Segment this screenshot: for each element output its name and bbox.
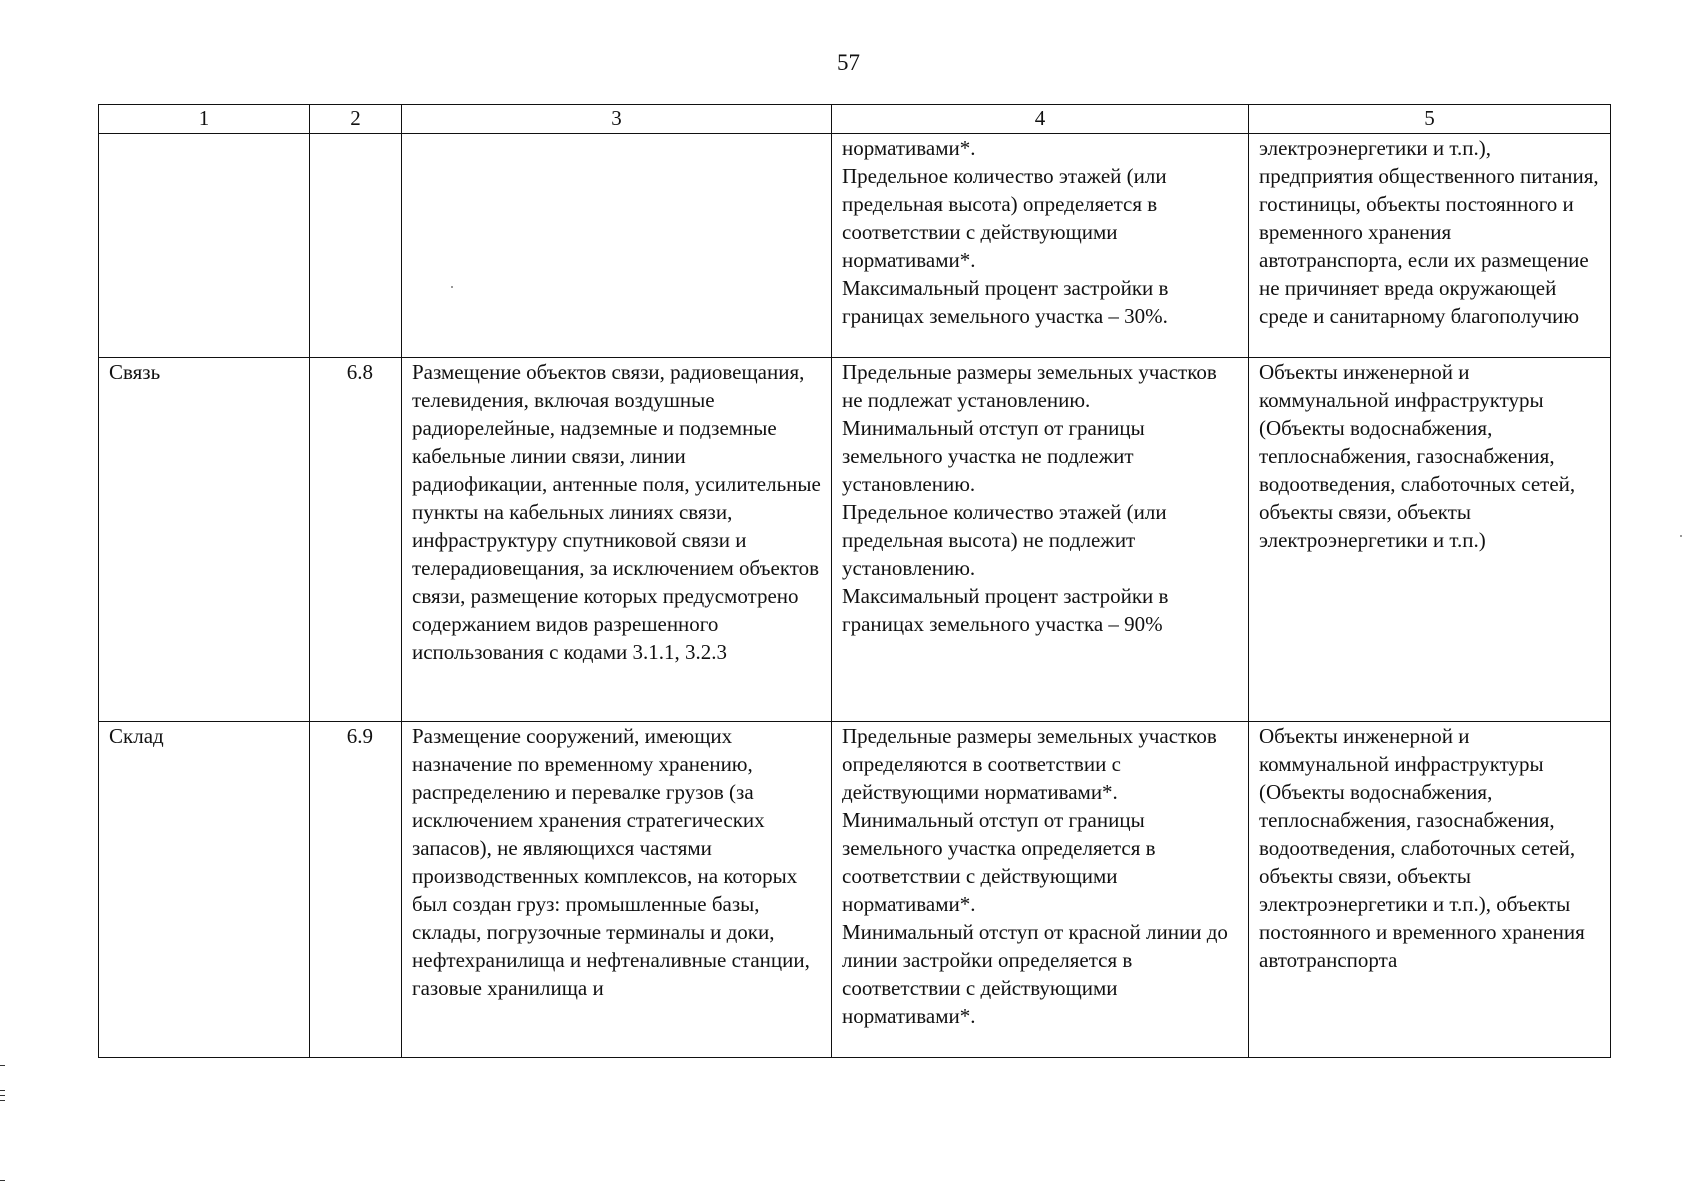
scan-margin-mark: [0, 1095, 5, 1096]
table-row: [99, 358, 1611, 722]
land-use-table: [98, 104, 1611, 1058]
auxiliary-uses-cell: Объекты инженерной и коммунальной инфраструктуры (Объекты водоснабжения, теплоснабжения, газоснабжения, водоотведения, слаботочных сетей, объекты связи, объекты электроэнергетики и т.п.), объекты постоянного и временного хранения автотранспорта: [1249, 722, 1611, 1058]
column-number-header-row: [99, 105, 1611, 134]
use-name-cell: [99, 134, 310, 358]
scan-dust-dot: [1680, 535, 1682, 537]
scan-margin-mark: [0, 1180, 5, 1181]
use-code-cell: [310, 134, 402, 358]
use-code-cell: 6.9: [310, 722, 402, 1058]
column-header: 2: [310, 105, 402, 134]
use-description-cell: [402, 134, 832, 358]
parameters-cell: Предельные размеры земельных участков определяются в соответствии с действующими нормативами*. Минимальный отступ от границы земельного участка определяется в соответствии с действующими нормативами*. Минимальный отступ от красной линии до линии застройки определяется в соответствии с действующими нормативами*.: [832, 722, 1249, 1058]
use-description-cell: Размещение объектов связи, радиовещания, телевидения, включая воздушные радиорелейные, надземные и подземные кабельные линии связи, линии радиофикации, антенные поля, усилительные пункты на кабельных линиях связи, инфраструктуру спутниковой связи и телерадиовещания, за исключением объектов связи, размещение которых предусмотрено содержанием видов разрешенного использования с кодами 3.1.1, 3.2.3: [402, 358, 832, 722]
column-header: 4: [832, 105, 1249, 134]
auxiliary-uses-cell: электроэнергетики и т.п.), предприятия общественного питания, гостиницы, объекты постоянного и временного хранения автотранспорта, если их размещение не причиняет вреда окружающей среде и санитарному благополучию: [1249, 134, 1611, 358]
column-header: 1: [99, 105, 310, 134]
scan-margin-mark: [0, 1065, 5, 1066]
column-header: 5: [1249, 105, 1611, 134]
parameters-cell: Предельные размеры земельных участков не подлежат установлению. Минимальный отступ от границы земельного участка не подлежит установлению. Предельное количество этажей (или предельная высота) не подлежит установлению. Максимальный процент застройки в границах земельного участка – 90%: [832, 358, 1249, 722]
auxiliary-uses-cell: Объекты инженерной и коммунальной инфраструктуры (Объекты водоснабжения, теплоснабжения, газоснабжения, водоотведения, слаботочных сетей, объекты связи, объекты электроэнергетики и т.п.): [1249, 358, 1611, 722]
page-number: 57: [837, 50, 860, 75]
table-row: [99, 134, 1611, 358]
scan-margin-mark: [0, 1090, 5, 1091]
column-header: 3: [402, 105, 832, 134]
parameters-cell: нормативами*. Предельное количество этажей (или предельная высота) определяется в соответствии с действующими нормативами*. Максимальный процент застройки в границах земельного участка – 30%.: [832, 134, 1249, 358]
use-code-cell: 6.8: [310, 358, 402, 722]
use-name-cell: Склад: [99, 722, 310, 1058]
use-description-cell: Размещение сооружений, имеющих назначение по временному хранению, распределению и перевалке грузов (за исключением хранения стратегических запасов), не являющихся частями производственных комплексов, на которых был создан груз: промышленные базы, склады, погрузочные терминалы и доки, нефтехранилища и нефтеналивные станции, газовые хранилища и: [402, 722, 832, 1058]
scan-margin-mark: [0, 1100, 5, 1101]
table-row: [99, 722, 1611, 1058]
scan-dust-dot: [451, 286, 453, 288]
use-name-cell: Связь: [99, 358, 310, 722]
